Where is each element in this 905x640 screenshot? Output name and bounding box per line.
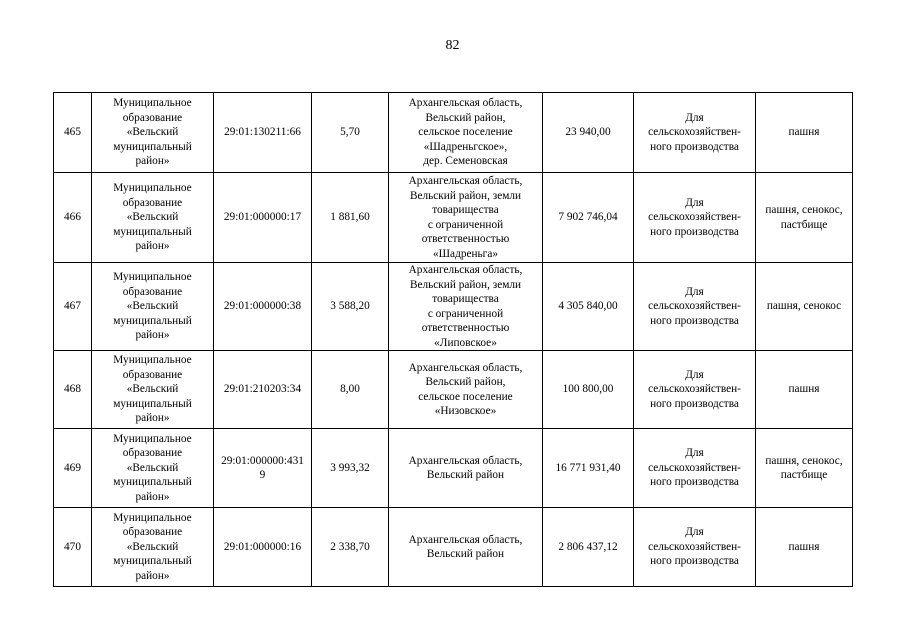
cadastral-number-cell: 29:01:000000:431 9: [214, 429, 312, 508]
owner-cell: Муниципальное образование «Вельский муниципальный район»: [92, 263, 214, 351]
land-use-cell: пашня, сенокос, пастбище: [756, 173, 853, 263]
value-cell: 7 902 746,04: [543, 173, 634, 263]
row-number: 467: [54, 263, 92, 351]
value-cell: 2 806 437,12: [543, 508, 634, 587]
cadastral-number-cell: 29:01:000000:16: [214, 508, 312, 587]
area-cell: 1 881,60: [312, 173, 389, 263]
table-row: [54, 429, 853, 508]
table-row: [54, 508, 853, 587]
land-use-cell: пашня: [756, 93, 853, 173]
purpose-cell: Для сельскохозяйствен- ного производства: [634, 263, 756, 351]
land-use-cell: пашня, сенокос: [756, 263, 853, 351]
location-cell: Архангельская область, Вельский район, земли товарищества с ограниченной ответственностью «Шадреньга»: [389, 173, 543, 263]
land-use-cell: пашня: [756, 351, 853, 429]
value-cell: 23 940,00: [543, 93, 634, 173]
owner-cell: Муниципальное образование «Вельский муниципальный район»: [92, 429, 214, 508]
row-number: 470: [54, 508, 92, 587]
location-cell: Архангельская область, Вельский район, сельское поселение «Низовское»: [389, 351, 543, 429]
page-number: 82: [445, 38, 460, 53]
owner-cell: Муниципальное образование «Вельский муниципальный район»: [92, 351, 214, 429]
purpose-cell: Для сельскохозяйствен- ного производства: [634, 93, 756, 173]
table-row: [54, 173, 853, 263]
value-cell: 100 800,00: [543, 351, 634, 429]
cadastral-number-cell: 29:01:000000:17: [214, 173, 312, 263]
land-use-cell: пашня, сенокос, пастбище: [756, 429, 853, 508]
area-cell: 2 338,70: [312, 508, 389, 587]
area-cell: 3 588,20: [312, 263, 389, 351]
area-cell: 8,00: [312, 351, 389, 429]
cadastral-number-cell: 29:01:210203:34: [214, 351, 312, 429]
area-cell: 3 993,32: [312, 429, 389, 508]
land-use-cell: пашня: [756, 508, 853, 587]
cadastral-number-cell: 29:01:130211:66: [214, 93, 312, 173]
table-row: [54, 263, 853, 351]
purpose-cell: Для сельскохозяйствен- ного производства: [634, 508, 756, 587]
purpose-cell: Для сельскохозяйствен- ного производства: [634, 351, 756, 429]
land-parcels-table: [53, 92, 853, 587]
location-cell: Архангельская область, Вельский район, сельское поселение «Шадреньгское», дер. Семеновская: [389, 93, 543, 173]
location-cell: Архангельская область, Вельский район: [389, 429, 543, 508]
purpose-cell: Для сельскохозяйствен- ного производства: [634, 429, 756, 508]
location-cell: Архангельская область, Вельский район: [389, 508, 543, 587]
owner-cell: Муниципальное образование «Вельский муниципальный район»: [92, 173, 214, 263]
table-row: [54, 93, 853, 173]
table-row: [54, 351, 853, 429]
cadastral-number-cell: 29:01:000000:38: [214, 263, 312, 351]
purpose-cell: Для сельскохозяйствен- ного производства: [634, 173, 756, 263]
value-cell: 4 305 840,00: [543, 263, 634, 351]
owner-cell: Муниципальное образование «Вельский муниципальный район»: [92, 93, 214, 173]
value-cell: 16 771 931,40: [543, 429, 634, 508]
location-cell: Архангельская область, Вельский район, земли товарищества с ограниченной ответственностью «Липовское»: [389, 263, 543, 351]
row-number: 469: [54, 429, 92, 508]
owner-cell: Муниципальное образование «Вельский муниципальный район»: [92, 508, 214, 587]
area-cell: 5,70: [312, 93, 389, 173]
row-number: 466: [54, 173, 92, 263]
row-number: 465: [54, 93, 92, 173]
row-number: 468: [54, 351, 92, 429]
